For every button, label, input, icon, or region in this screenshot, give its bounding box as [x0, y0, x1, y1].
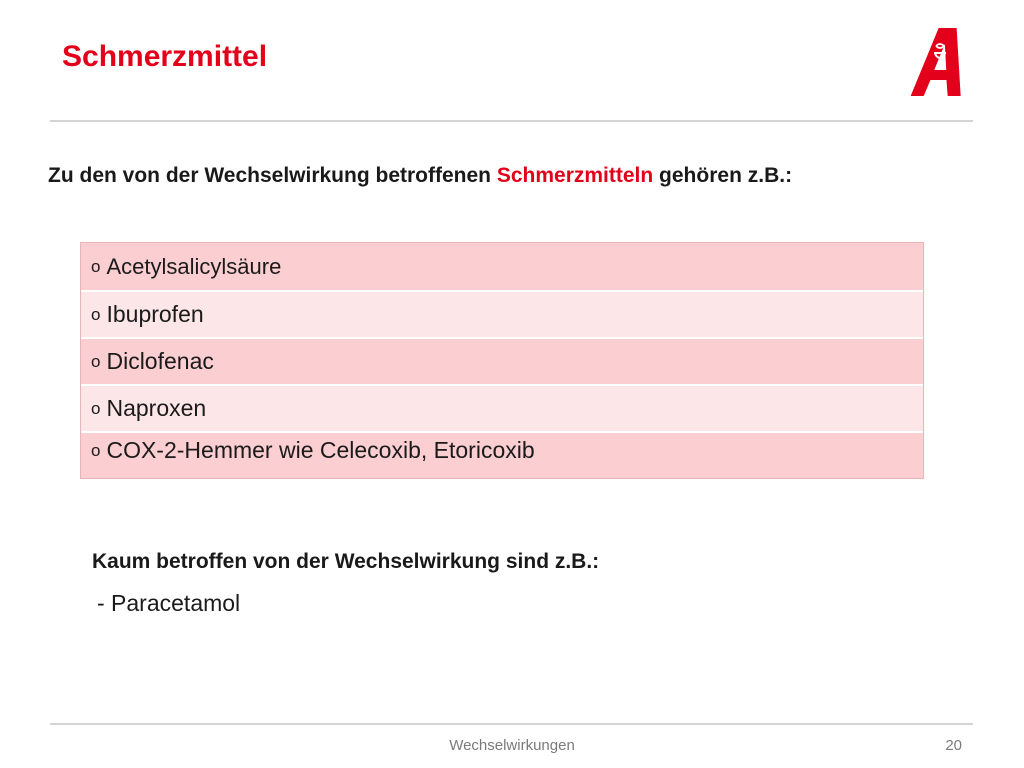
intro-text-before: Zu den von der Wechselwirkung betroffenen — [48, 164, 497, 187]
list-item-label: Diclofenac — [106, 348, 214, 374]
intro-text — [48, 164, 792, 188]
affected-drugs-list — [80, 242, 924, 479]
slide-title: Schmerzmittel — [62, 40, 268, 73]
bullet-icon: o — [91, 441, 101, 460]
list-item — [81, 339, 923, 384]
top-divider — [50, 120, 973, 122]
bottom-divider — [50, 723, 973, 725]
footer-title: Wechselwirkungen — [449, 737, 575, 754]
list-item — [81, 243, 923, 290]
less-affected-item: - Paracetamol — [97, 590, 241, 616]
list-item — [81, 386, 923, 431]
page-number: 20 — [945, 737, 962, 754]
bullet-icon: o — [91, 304, 101, 324]
bullet-icon: o — [91, 256, 101, 276]
less-affected-heading: Kaum betroffen von der Wechselwirkung sind z.B.: — [92, 550, 600, 573]
list-item-label: Naproxen — [106, 395, 207, 421]
list-item — [81, 292, 923, 337]
bullet-icon: o — [91, 398, 101, 418]
apotheke-a-logo-icon — [905, 26, 979, 98]
intro-text-after: gehören z.B.: — [653, 164, 793, 187]
list-item-label: Acetylsalicylsäure — [106, 253, 282, 279]
bullet-icon: o — [91, 351, 101, 371]
intro-text-highlight: Schmerzmitteln — [496, 164, 654, 187]
list-item-label: Ibuprofen — [106, 301, 204, 327]
list-item-label: COX-2-Hemmer wie Celecoxib, Etoricoxib — [106, 437, 535, 463]
list-item — [81, 433, 923, 478]
